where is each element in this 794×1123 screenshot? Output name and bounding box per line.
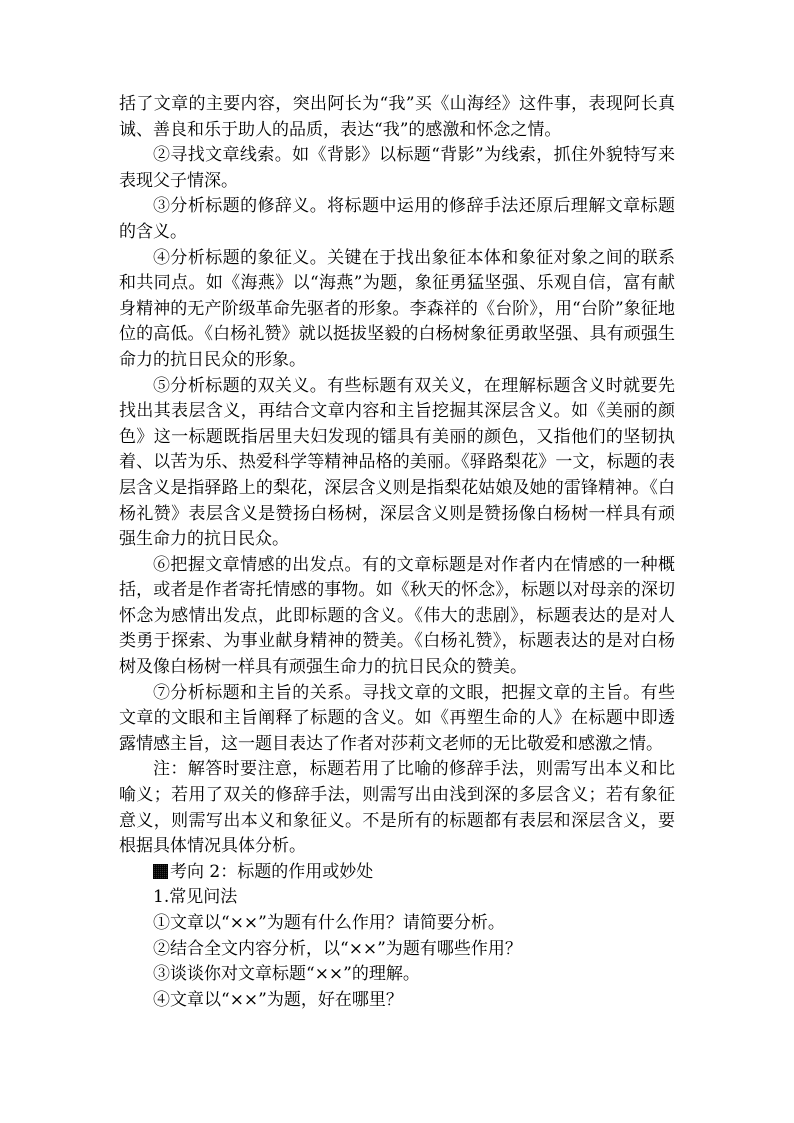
paragraph-note: 注：解答时要注意，标题若用了比喻的修辞手法，则需写出本义和比喻义；若用了双关的修辞手法，则需写出由浅到深的多层含义；若有象征意义，则需写出本义和象征义。不是所有的标题都有表层和深层含义，要根据具体情况具体分析。 bbox=[119, 759, 675, 857]
section-marker-icon bbox=[153, 864, 168, 879]
section-subheading: 1.常见问法 bbox=[153, 887, 238, 908]
question-item-4: ④文章以“××”为题，好在哪里？ bbox=[153, 989, 403, 1010]
question-item-1: ①文章以“××”为题有什么作用？请简要分析。 bbox=[153, 913, 505, 933]
document-page bbox=[119, 92, 675, 1013]
paragraph-method-4: ④分析标题的象征义。关键在于找出象征本体和象征对象之间的联系和共同点。如《海燕》以“海燕”为题，象征勇猛坚强、乐观自信，富有献身精神的无产阶级革命先驱者的形象。李森祥的《台阶》，用“台阶”象征地位的高低。《白杨礼赞》就以挺拔坚毅的白杨树象征勇敢坚强、具有顽强生命力的抗日民众的形象。 bbox=[119, 247, 675, 370]
question-item-2: ②结合全文内容分析，以“××”为题有哪些作用？ bbox=[153, 938, 522, 959]
paragraph-method-2: ②寻找文章线索。如《背影》以标题“背影”为线索，抓住外貌特写来表现父子情深。 bbox=[119, 145, 675, 191]
section-heading-text: 考向 2：标题的作用或妙处 bbox=[170, 861, 374, 882]
paragraph-method-5: ⑤分析标题的双关义。有些标题有双关义，在理解标题含义时就要先找出其表层含义，再结合文章内容和主旨挖掘其深层含义。如《美丽的颜色》这一标题既指居里夫妇发现的镭具有美丽的颜色，又指他们的坚韧执着、以苦为乐、热爱科学等精神品格的美丽。《驿路梨花》一文，标题的表层含义是指驿路上的梨花，深层含义则是指梨花姑娘及她的雷锋精神。《白杨礼赞》表层含义是赞扬白杨树，深层含义则是赞扬像白杨树一样具有顽强生命力的抗日民众。 bbox=[119, 375, 675, 550]
question-item-3: ③谈谈你对文章标题“××”的理解。 bbox=[153, 964, 420, 985]
paragraph-continuation: 括了文章的主要内容，突出阿长为“我”买《山海经》这件事，表现阿长真诚、善良和乐于助人的品质，表达“我”的感激和怀念之情。 bbox=[119, 94, 675, 140]
section-heading bbox=[119, 860, 675, 886]
paragraph-method-3: ③分析标题的修辞义。将标题中运用的修辞手法还原后理解文章标题的含义。 bbox=[119, 196, 675, 242]
paragraph-method-7: ⑦分析标题和主旨的关系。寻找文章的文眼，把握文章的主旨。有些文章的文眼和主旨阐释了标题的含义。如《再塑生命的人》在标题中即透露情感主旨，这一题目表达了作者对莎莉文老师的无比敬爱和感激之情。 bbox=[119, 682, 675, 754]
paragraph-method-6: ⑥把握文章情感的出发点。有的文章标题是对作者内在情感的一种概括，或者是作者寄托情感的事物。如《秋天的怀念》，标题以对母亲的深切怀念为感情出发点，此即标题的含义。《伟大的悲剧》，标题表达的是对人类勇于探索、为事业献身精神的赞美。《白杨礼赞》，标题表达的是对白杨树及像白杨树一样具有顽强生命力的抗日民众的赞美。 bbox=[119, 554, 675, 678]
